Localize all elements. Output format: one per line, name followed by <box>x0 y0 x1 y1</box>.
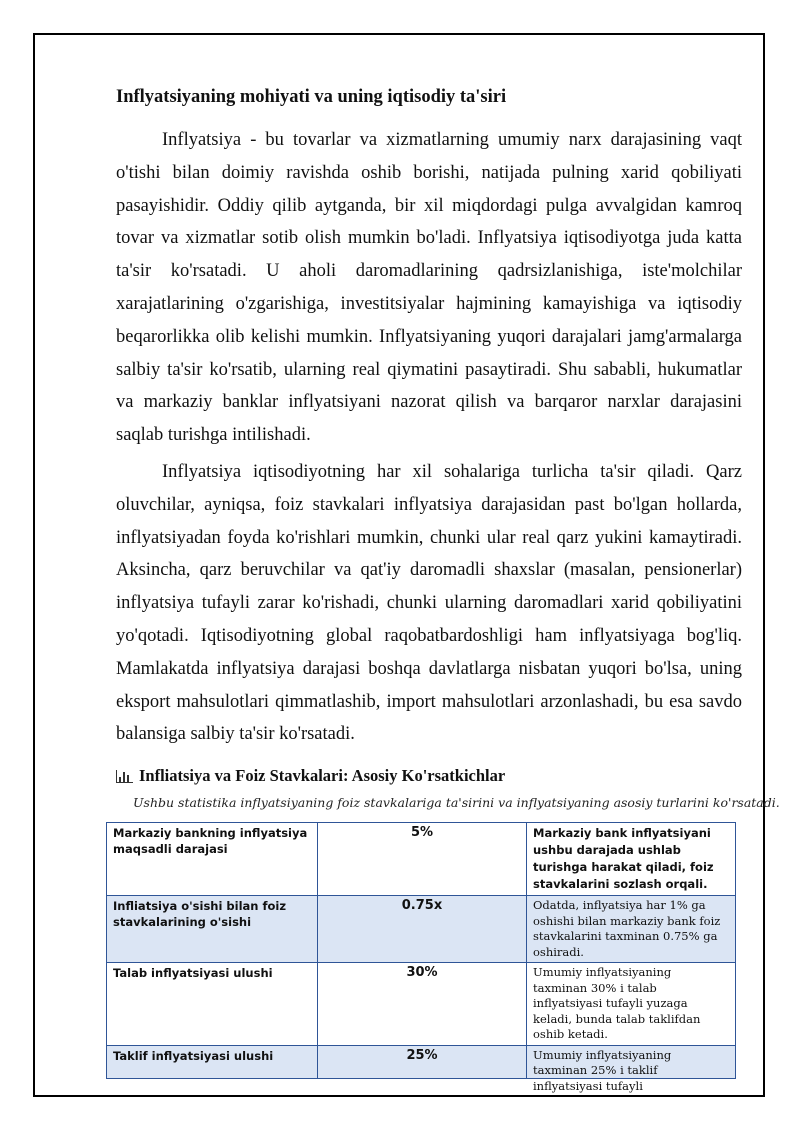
row-label: Talab inflyatsiyasi ulushi <box>107 963 318 1046</box>
section-subtitle: Ushbu statistika inflyatsiyaning foiz stavkalariga ta'sirini va inflyatsiyaning asosiy turlarini ko'rsatadi. <box>133 795 780 810</box>
row-description-text: Umumiy inflyatsiyaning taxminan 25% i taklif inflyatsiyasi tufayli <box>533 1047 672 1093</box>
row-label: Markaziy bankning inflyatsiya maqsadli darajasi <box>107 823 318 896</box>
table-row <box>107 823 736 896</box>
row-label: Infliatsiya o'sishi bilan foiz stavkalarining o'sishi <box>107 896 318 963</box>
table-row <box>107 963 736 1046</box>
row-description <box>527 1045 736 1093</box>
row-label: Taklif inflyatsiyasi ulushi <box>107 1045 318 1078</box>
row-description: Markaziy bank inflyatsiyani ushbu darajada ushlab turishga harakat qiladi, foiz stavkalarini sozlash orqali. <box>527 823 736 896</box>
section-heading-text: Infliatsiya va Foiz Stavkalari: Asosiy Ko'rsatkichlar <box>139 766 506 785</box>
table-row <box>107 896 736 963</box>
row-value: 0.75x <box>318 896 527 963</box>
row-description: Umumiy inflyatsiyaning taxminan 30% i talab inflyatsiyasi tufayli yuzaga keladi, bunda talab taklifdan oshib ketadi. <box>527 963 736 1046</box>
section-heading <box>116 766 505 786</box>
row-value: 25% <box>318 1045 527 1078</box>
row-value: 5% <box>318 823 527 896</box>
stats-table <box>106 822 736 1093</box>
paragraph-1: Inflyatsiya - bu tovarlar va xizmatlarning umumiy narx darajasining vaqt o'tishi bilan doimiy ravishda oshib borishi, natijada pulning xarid qobiliyati pasayishidir. Oddiy qilib aytganda, bir xil miqdordagi pulga avvalgidan kamroq tovar va xizmatlar sotib olish mumkin bo'ladi. Inflyatsiya iqtisodiyotga juda katta ta'sir ko'rsatadi. U aholi daromadlarining qadrsizlanishiga, iste'molchilar xarajatlarining o'zgarishiga, investitsiyalar hajmining kamayishiga va iqtisodiy beqarorlikka olib kelishi mumkin. Inflyatsiyaning yuqori darajalari jamg'armalarga salbiy ta'sir ko'rsatib, ularning real qiymatini pasaytiradi. Shu sababli, hukumatlar va markaziy banklar inflyatsiyani nazorat qilish va barqaror narxlar darajasini saqlab turishga intilishadi. <box>116 130 742 446</box>
bar-chart-icon <box>116 770 133 783</box>
paragraph-2: Inflyatsiya iqtisodiyotning har xil sohalariga turlicha ta'sir qiladi. Qarz oluvchilar, ayniqsa, foiz stavkalari inflyatsiya darajasidan past bo'lgan hollarda, inflyatsiyadan foyda ko'rishlari mumkin, chunki ular real qarz yukini kamaytiradi. Aksincha, qarz beruvchilar va qat'iy daromadli shaxslar (masalan, pensionerlar) inflyatsiya tufayli zarar ko'rishadi, chunki ularning daromadlari xarid qobiliyatini yo'qotadi. Iqtisodiyotning global raqobatbardoshligi ham inflyatsiyaga bog'liq. Mamlakatda inflyatsiya darajasi boshqa davlatlarga nisbatan yuqori bo'lsa, uning eksport mahsulotlari qimmatlashib, import mahsulotlari arzonlashadi, bu esa savdo balansiga salbiy ta'sir ko'rsatadi. <box>116 462 742 745</box>
table-row <box>107 1045 736 1078</box>
row-description: Odatda, inflyatsiya har 1% ga oshishi bilan markaziy bank foiz stavkalarini taxminan 0.75% ga oshiradi. <box>527 896 736 963</box>
row-value: 30% <box>318 963 527 1046</box>
document-title: Inflyatsiyaning mohiyati va uning iqtisodiy ta'siri <box>116 87 507 107</box>
